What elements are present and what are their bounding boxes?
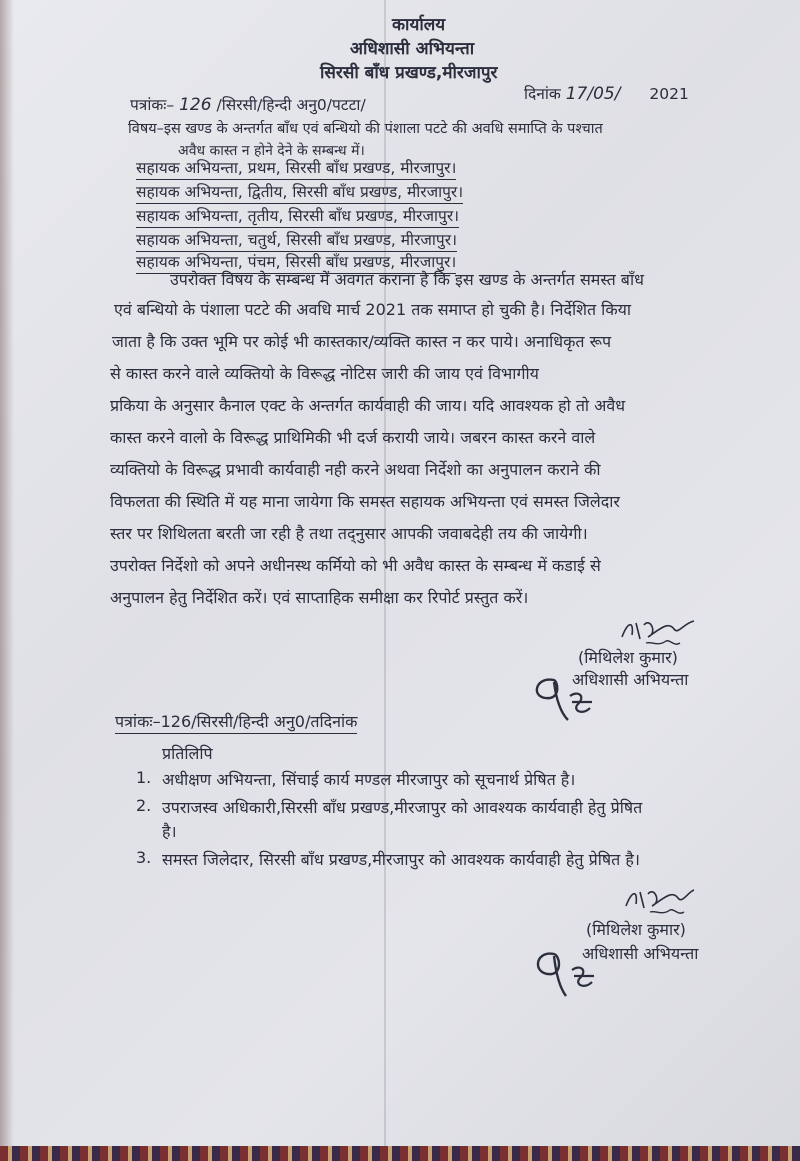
office-heading: कार्यालय: [392, 15, 446, 35]
subject-line-2: अवैध कास्त न होने देने के सम्बन्ध में।: [178, 143, 365, 159]
body-line-11: अनुपालन हेतु निर्देशित करें। एवं साप्ताहिक समीक्षा कर रिपोर्ट प्रस्तुत करें।: [110, 588, 529, 607]
copy-item-1-text: अधीक्षण अभियन्ता, सिंचाई कार्य मण्डल मीरजापुर को सूचनार्थ प्रेषित है।: [162, 770, 576, 789]
recipient-3: सहायक अभियन्ता, तृतीय, सिरसी बाँध प्रखण्ड, मीरजापुर।: [136, 204, 459, 228]
page-shadow: [0, 0, 14, 1150]
letter-reference: [130, 93, 366, 115]
subject-line-1: विषय–इस खण्ड के अन्तर्गत बाँध एवं बन्धियो की पंशाला पटटे की अवधि समाप्ति के पश्चात: [128, 121, 603, 137]
background-fabric: [0, 1146, 800, 1161]
division-heading: सिरसी बाँध प्रखण्ड,मीरजापुर: [320, 63, 498, 83]
body-line-8: विफलता की स्थिति में यह माना जायेगा कि समस्त सहायक अभियन्ता एवं समस्त जिलेदार: [110, 492, 620, 511]
signature-name-2: (मिथिलेश कुमार): [586, 920, 686, 939]
body-line-5: प्रकिया के अनुसार कैनाल एक्ट के अन्तर्गत कार्यवाही की जाय। यदि आवश्यक हो तो अवैध: [110, 396, 626, 415]
copy-heading: प्रतिलिपि: [162, 744, 213, 763]
copy-item-3-number: 3.: [136, 848, 152, 867]
body-line-9: स्तर पर शिथिलता बरती जा रही है तथा तद्नुसार आपकी जवाबदेही तय की जायेगी।: [110, 524, 588, 543]
signature-designation-2: अधिशासी अभियन्ता: [582, 944, 699, 963]
body-line-4: से कास्त करने वाले व्यक्तियो के विरूद्ध नोटिस जारी की जाय एवं विभागीय: [110, 364, 539, 383]
date-label: दिनांक: [524, 85, 561, 103]
recipient-5: सहायक अभियन्ता, पंचम, सिरसी बाँध प्रखण्ड, मीरजापुर।: [136, 250, 456, 274]
ref-prefix: पत्रांकः–: [130, 96, 175, 114]
designation-heading: अधिशासी अभियन्ता: [350, 39, 475, 59]
copy-item-2-text-line-1: उपराजस्व अधिकारी,सिरसी बाँध प्रखण्ड,मीरजापुर को आवश्यक कार्यवाही हेतु प्रेषित: [162, 798, 643, 817]
ref-number: 126: [179, 95, 212, 115]
signature-name-1: (मिथिलेश कुमार): [578, 648, 678, 667]
copy-item-1-number: 1.: [136, 768, 152, 787]
body-line-7: व्यक्तियो के विरूद्ध प्रभावी कार्यवाही नही करने अथवा निर्देशो का अनुपालन कराने की: [110, 460, 601, 479]
body-line-6: कास्त करने वालो के विरूद्ध प्राथिमिकी भी दर्ज करायी जाये। जबरन कास्त करने वाले: [110, 428, 596, 447]
letter-date: [524, 82, 689, 104]
copy-item-2-text-line-2: है।: [162, 822, 177, 841]
signature-scrawl-2: [524, 944, 604, 1000]
copy-reference: पत्रांकः–126/सिरसी/हिन्दी अनु0/तदिनांक: [115, 710, 357, 734]
ref-suffix: /सिरसी/हिन्दी अनु0/पटटा/: [216, 96, 366, 114]
date-year: 2021: [649, 85, 689, 103]
date-value: 17/05/: [565, 84, 621, 104]
recipient-2: सहायक अभियन्ता, द्वितीय, सिरसी बाँध प्रखण्ड, मीरजापुर।: [136, 180, 463, 204]
signature-initials-2: [622, 884, 698, 918]
body-line-1: उपरोक्त विषय के सम्बन्ध में अवगत कराना है कि इस खण्ड के अन्तर्गत समस्त बाँध: [170, 270, 644, 289]
body-line-10: उपरोक्त निर्देशो को अपने अधीनस्थ कर्मियो को भी अवैध कास्त के सम्बन्ध में कडाई से: [110, 556, 601, 575]
recipient-4: सहायक अभियन्ता, चतुर्थ, सिरसी बाँध प्रखण्ड, मीरजापुर।: [136, 228, 457, 252]
recipient-1: सहायक अभियन्ता, प्रथम, सिरसी बाँध प्रखण्ड, मीरजापुर।: [136, 156, 456, 180]
copy-item-3-text: समस्त जिलेदार, सिरसी बाँध प्रखण्ड,मीरजापुर को आवश्यक कार्यवाही हेतु प्रेषित है।: [162, 850, 640, 869]
signature-scrawl-1: [520, 672, 600, 724]
copy-item-2-number: 2.: [136, 796, 152, 815]
body-line-2: एवं बन्धियो के पंशाला पटटे की अवधि मार्च 2021 तक समाप्त हो चुकी है। निर्देशित किया: [114, 300, 632, 319]
body-line-3: जाता है कि उक्त भूमि पर कोई भी कास्तकार/व्यक्ति कास्त न कर पाये। अनाधिकृत रूप: [112, 332, 612, 351]
signature-designation-1: अधिशासी अभियन्ता: [572, 670, 689, 689]
